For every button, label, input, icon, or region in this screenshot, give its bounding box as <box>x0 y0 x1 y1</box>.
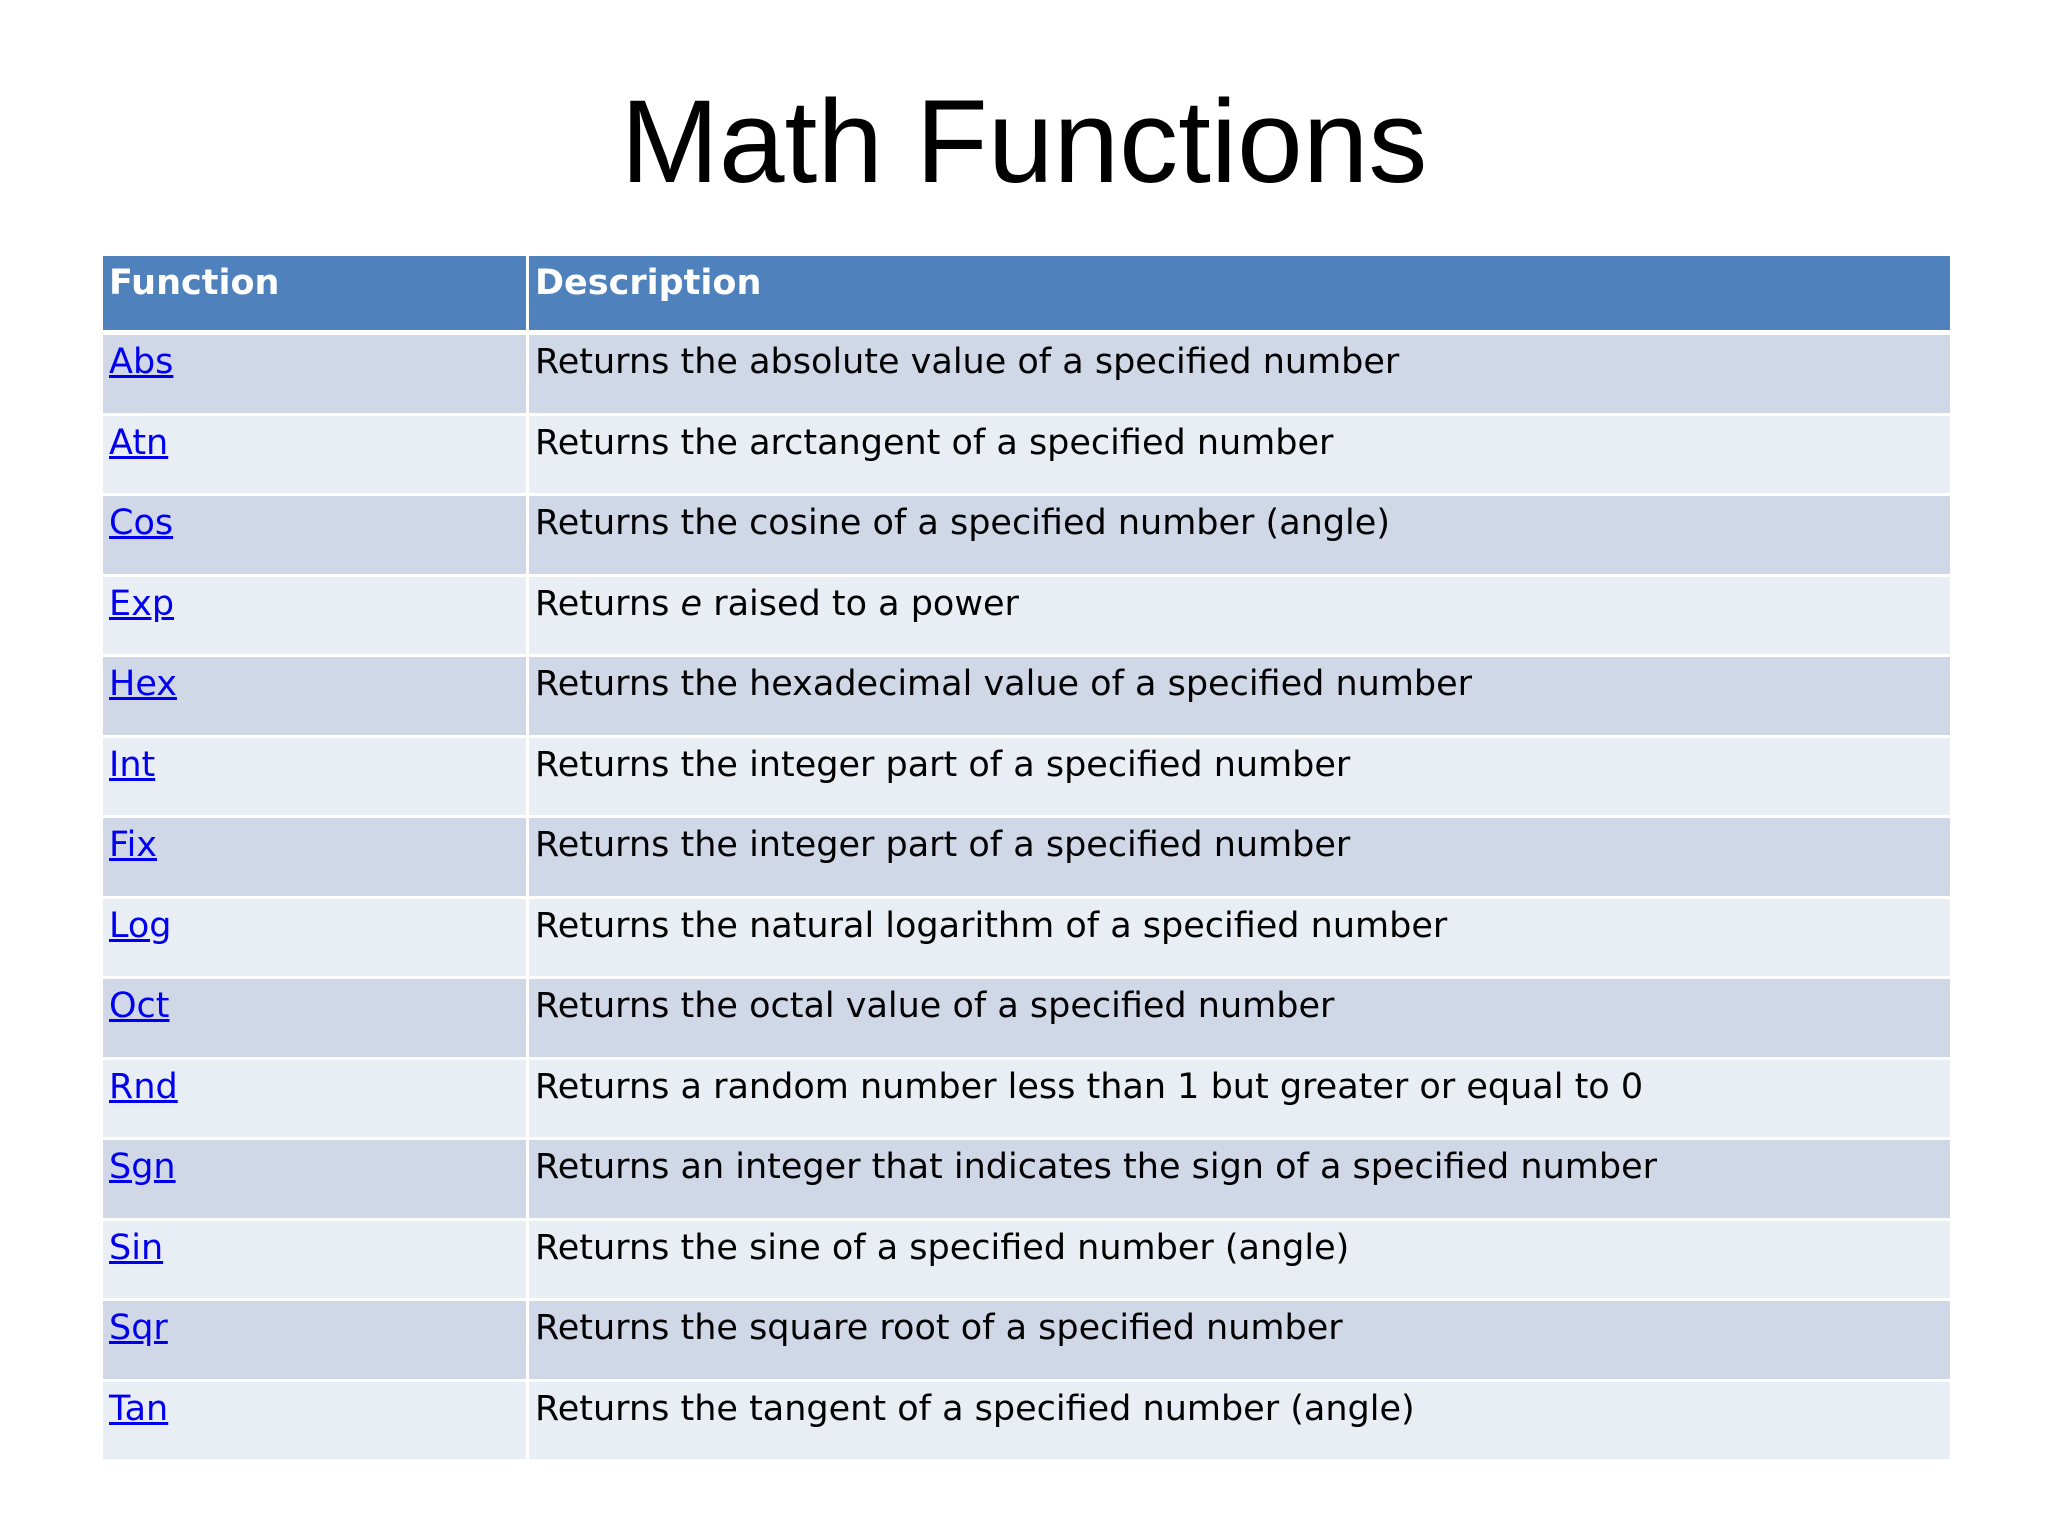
column-header-description: Description <box>529 256 1950 335</box>
description-cell: Returns the arctangent of a specified number <box>529 416 1950 497</box>
table-row <box>103 899 1950 980</box>
function-link-exp[interactable]: Exp <box>109 583 175 624</box>
description-cell: Returns the square root of a specified number <box>529 1301 1950 1382</box>
function-link-sgn[interactable]: Sgn <box>109 1147 176 1187</box>
function-cell <box>103 657 529 738</box>
function-cell <box>103 1221 529 1302</box>
description-cell: Returns the tangent of a specified number (angle) <box>529 1382 1950 1463</box>
function-cell <box>103 738 529 819</box>
function-cell <box>103 416 529 497</box>
description-cell: Returns the octal value of a specified number <box>529 979 1950 1060</box>
table-header <box>103 256 1950 335</box>
function-link-atn[interactable]: Atn <box>109 422 169 463</box>
description-cell <box>529 577 1950 658</box>
function-cell <box>103 1301 529 1382</box>
description-cell: Returns the cosine of a specified number (angle) <box>529 496 1950 577</box>
function-link-fix[interactable]: Fix <box>109 825 158 865</box>
function-link-log[interactable]: Log <box>109 905 172 946</box>
table-row <box>103 979 1950 1060</box>
function-cell <box>103 1382 529 1463</box>
function-cell <box>103 818 529 899</box>
description-cell: Returns the absolute value of a specified number <box>529 335 1950 416</box>
table-row <box>103 1140 1950 1221</box>
table-row <box>103 1221 1950 1302</box>
table-row <box>103 496 1950 577</box>
table-row <box>103 1382 1950 1463</box>
description-cell: Returns the integer part of a specified number <box>529 738 1950 819</box>
description-cell: Returns the natural logarithm of a specified number <box>529 899 1950 980</box>
description-cell: Returns a random number less than 1 but greater or equal to 0 <box>529 1060 1950 1141</box>
table-row <box>103 738 1950 819</box>
function-cell <box>103 496 529 577</box>
description-text-post: raised to a power <box>702 583 1019 624</box>
function-link-cos[interactable]: Cos <box>109 503 174 543</box>
table-row <box>103 1301 1950 1382</box>
table-body <box>103 335 1950 1462</box>
table-row <box>103 1060 1950 1141</box>
header-row <box>103 256 1950 335</box>
function-cell <box>103 335 529 416</box>
description-text-e: e <box>680 583 703 624</box>
function-link-int[interactable]: Int <box>109 744 156 785</box>
function-link-sin[interactable]: Sin <box>109 1227 164 1268</box>
table-row <box>103 416 1950 497</box>
function-cell <box>103 1140 529 1221</box>
description-cell: Returns the hexadecimal value of a specified number <box>529 657 1950 738</box>
function-cell <box>103 577 529 658</box>
table-row <box>103 577 1950 658</box>
column-header-function: Function <box>103 256 529 335</box>
table-row <box>103 818 1950 899</box>
function-link-hex[interactable]: Hex <box>109 664 177 704</box>
function-link-sqr[interactable]: Sqr <box>109 1308 168 1348</box>
page-title: Math Functions <box>620 76 1428 208</box>
function-link-tan[interactable]: Tan <box>109 1388 169 1429</box>
function-link-rnd[interactable]: Rnd <box>109 1066 178 1107</box>
description-cell: Returns the sine of a specified number (angle) <box>529 1221 1950 1302</box>
description-cell: Returns an integer that indicates the sign of a specified number <box>529 1140 1950 1221</box>
function-cell <box>103 899 529 980</box>
description-cell: Returns the integer part of a specified number <box>529 818 1950 899</box>
function-link-abs[interactable]: Abs <box>109 342 174 382</box>
functions-table-container <box>103 256 1950 1462</box>
function-cell <box>103 979 529 1060</box>
description-text-pre: Returns <box>535 583 681 624</box>
function-link-oct[interactable]: Oct <box>109 986 170 1026</box>
table-row <box>103 657 1950 738</box>
function-cell <box>103 1060 529 1141</box>
functions-table <box>103 256 1950 1462</box>
table-row <box>103 335 1950 416</box>
